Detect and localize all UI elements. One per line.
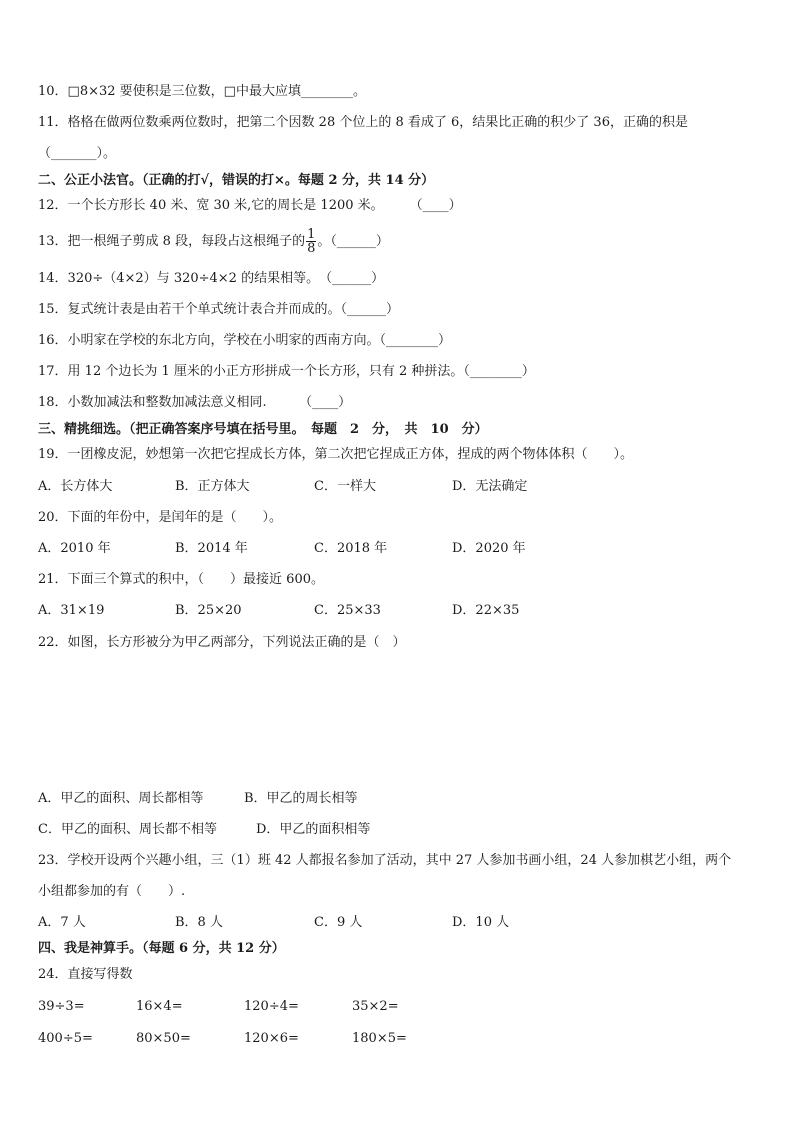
- question-23-line-2: 小组都参加的有（ ）.: [38, 884, 186, 899]
- question-23-line-1: 23．学校开设两个兴趣小组，三（1）班 42 人都报名参加了活动，其中 27 人参加书画小组，24 人参加棋艺小组，两个: [38, 853, 732, 868]
- option-c: C．甲乙的面积、周长都不相等: [38, 822, 217, 837]
- question-11-line-2: （_______）。: [38, 146, 117, 161]
- calc-item: 120×6=: [244, 1031, 299, 1046]
- option-b: B．25×20: [175, 603, 242, 618]
- question-24: 24．直接写得数: [38, 967, 133, 982]
- question-20: 20．下面的年份中，是闰年的是（ ）。: [38, 510, 283, 525]
- section-4-heading: 四、我是神算手。（每题 6 分，共 12 分）: [38, 941, 285, 956]
- question-13-blank: 。（______）: [317, 234, 389, 249]
- question-22-options-row-1: [38, 790, 756, 808]
- question-17: 17．用 12 个边长为 1 厘米的小正方形拼成一个长方形，只有 2 种拼法。（________）: [38, 364, 535, 379]
- option-d: D．10 人: [452, 915, 510, 930]
- calc-item: 80×50=: [136, 1031, 191, 1046]
- fraction-one-eighth: [306, 228, 316, 255]
- option-c: C．2018 年: [314, 541, 388, 556]
- question-14: 14．320÷（4×2）与 320÷4×2 的结果相等。 （______）: [38, 271, 385, 286]
- option-d: D．2020 年: [452, 541, 526, 556]
- calc-item: 39÷3=: [38, 999, 85, 1014]
- question-18: 18．小数加减法和整数加减法意义相同. （____）: [38, 395, 352, 410]
- question-13-text: 13．把一根绳子剪成 8 段，每段占这根绳子的: [38, 234, 306, 249]
- question-20-options: [38, 540, 756, 558]
- question-21: 21．下面三个算式的积中，（ ）最接近 600。: [38, 572, 324, 587]
- question-19-options: [38, 478, 756, 496]
- question-13: [38, 228, 389, 255]
- calc-item: 120÷4=: [244, 999, 299, 1014]
- option-a: A．7 人: [38, 915, 86, 930]
- question-19: 19．一团橡皮泥，妙想第一次把它捏成长方体，第二次把它捏成正方体，捏成的两个物体体积（ ）。: [38, 447, 634, 462]
- question-10: 10．□8×32 要使积是三位数，□中最大应填________。: [38, 84, 366, 99]
- option-c: C．25×33: [314, 603, 381, 618]
- question-22: 22．如图，长方形被分为甲乙两部分，下列说法正确的是（ ）: [38, 635, 406, 650]
- option-d: D．甲乙的面积相等: [256, 822, 371, 837]
- option-b: B．2014 年: [175, 541, 248, 556]
- option-d: D．无法确定: [452, 479, 528, 494]
- option-c: C．一样大: [314, 479, 376, 494]
- question-11-line-1: 11．格格在做两位数乘两位数时，把第二个因数 28 个位上的 8 看成了 6，结果比正确的积少了 36，正确的积是: [38, 115, 688, 130]
- calc-item: 16×4=: [136, 999, 183, 1014]
- question-16: 16．小明家在学校的东北方向，学校在小明家的西南方向。（________）: [38, 333, 452, 348]
- section-3-heading: 三、精挑细选。（把正确答案序号填在括号里。 每题 2 分， 共 10 分）: [38, 422, 488, 437]
- calc-item: 400÷5=: [38, 1031, 93, 1046]
- option-b: B．8 人: [175, 915, 223, 930]
- option-b: B．甲乙的周长相等: [244, 791, 358, 806]
- question-12: 12．一个长方形长 40 米、宽 30 米,它的周长是 1200 米。 （____）: [38, 198, 462, 213]
- question-23-options: [38, 914, 756, 932]
- option-a: A．长方体大: [38, 479, 113, 494]
- question-22-options-row-2: [38, 821, 756, 839]
- question-21-options: [38, 602, 756, 620]
- figure-placeholder: [38, 662, 756, 782]
- calc-item: 180×5=: [352, 1031, 407, 1046]
- option-a: A．甲乙的面积、周长都相等: [38, 791, 204, 806]
- question-15: 15．复式统计表是由若干个单式统计表合并而成的。（______）: [38, 302, 400, 317]
- option-d: D．22×35: [452, 603, 520, 618]
- option-a: A．2010 年: [38, 541, 111, 556]
- fraction-denominator: 8: [307, 241, 316, 256]
- section-2-heading: 二、公正小法官。（正确的打√，错误的打×。每题 2 分，共 14 分）: [38, 173, 435, 188]
- option-b: B．正方体大: [175, 479, 250, 494]
- option-a: A．31×19: [38, 603, 105, 618]
- option-c: C．9 人: [314, 915, 363, 930]
- fraction-numerator: 1: [307, 227, 316, 242]
- calc-item: 35×2=: [352, 999, 399, 1014]
